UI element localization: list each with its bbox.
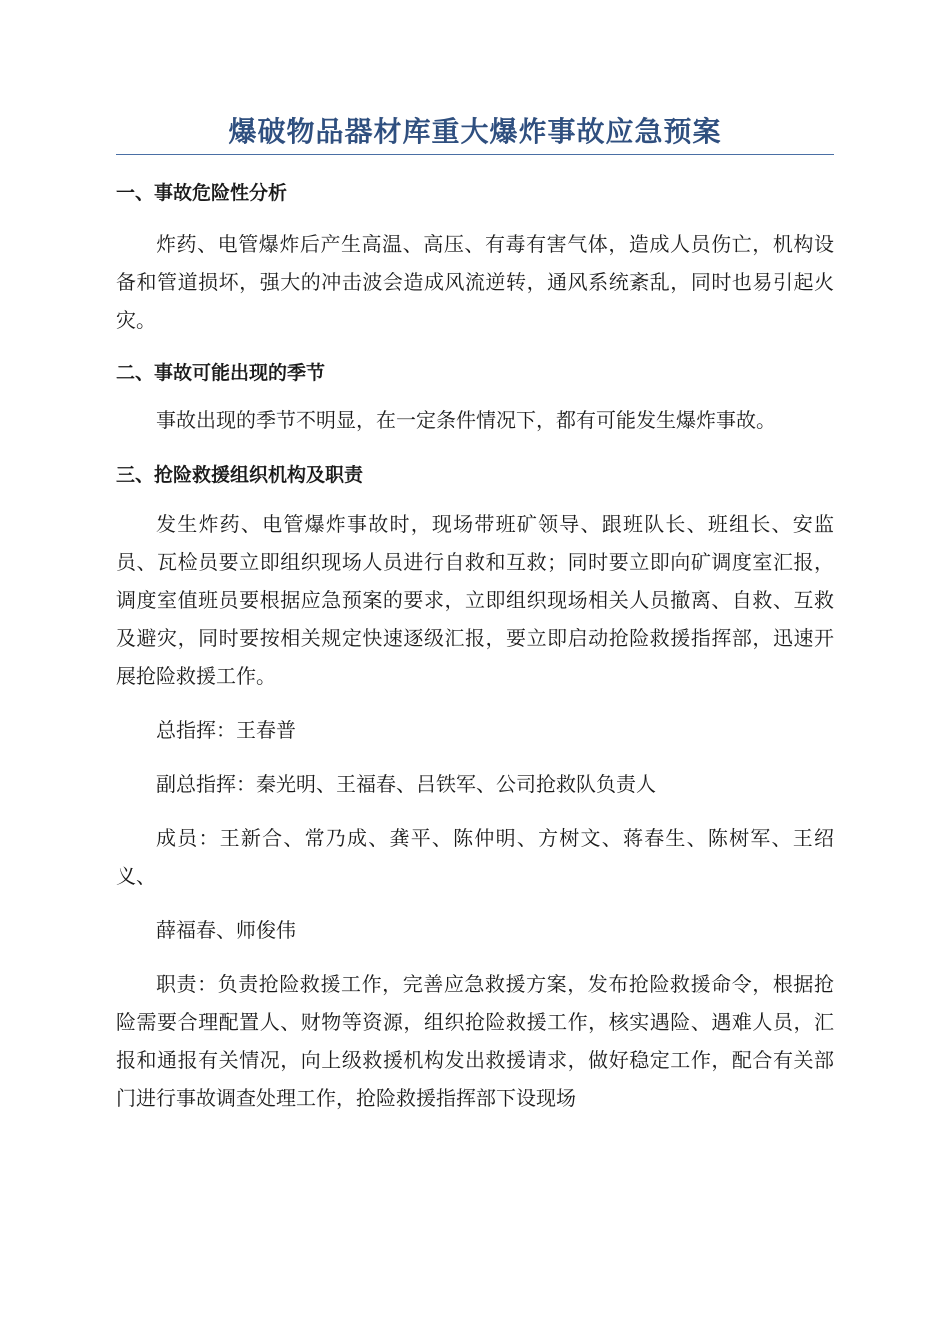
paragraph-deputy-commander: 副总指挥：秦光明、王福春、吕铁军、公司抢救队负责人 <box>156 772 656 796</box>
document-title: 爆破物品器材库重大爆炸事故应急预案 <box>116 112 834 155</box>
paragraph-rescue-procedure: 发生炸药、电管爆炸事故时，现场带班矿领导、跟班队长、班组长、安监员、瓦检员要立即组织现场人员进行自救和互救；同时要立即向矿调度室汇报，调度室值班员要根据应急预案的要求，立即组织现场相关人员撤离、自救、互救及避灾，同时要按相关规定快速逐级汇报，要立即启动抢险救援指挥部，迅速开展抢险救援工作。 <box>116 512 834 688</box>
section-heading-hazard-analysis: 一、事故危险性分析 <box>116 182 288 204</box>
paragraph-members-continued: 薛福春、师俊伟 <box>156 918 296 942</box>
paragraph-responsibilities: 职责：负责抢险救援工作，完善应急救援方案，发布抢险救援命令，根据抢险需要合理配置人、财物等资源，组织抢险救援工作，核实遇险、遇难人员，汇报和通报有关情况，向上级救援机构发出救援请求，做好稳定工作，配合有关部门进行事故调查处理工作，抢险救援指挥部下设现场 <box>116 972 834 1110</box>
paragraph-members: 成员：王新合、常乃成、龚平、陈仲明、方树文、蒋春生、陈树军、王绍义、 <box>116 826 834 888</box>
document-page <box>116 112 834 1117</box>
section-heading-rescue-organization: 三、抢险救援组织机构及职责 <box>116 464 364 486</box>
section-heading-accident-season: 二、事故可能出现的季节 <box>116 362 326 384</box>
paragraph-accident-season: 事故出现的季节不明显，在一定条件情况下，都有可能发生爆炸事故。 <box>156 408 776 432</box>
paragraph-commander: 总指挥：王春普 <box>156 718 296 742</box>
paragraph-hazard-analysis: 炸药、电管爆炸后产生高温、高压、有毒有害气体，造成人员伤亡，机构设备和管道损坏，强大的冲击波会造成风流逆转，通风系统紊乱，同时也易引起火灾。 <box>116 232 834 332</box>
